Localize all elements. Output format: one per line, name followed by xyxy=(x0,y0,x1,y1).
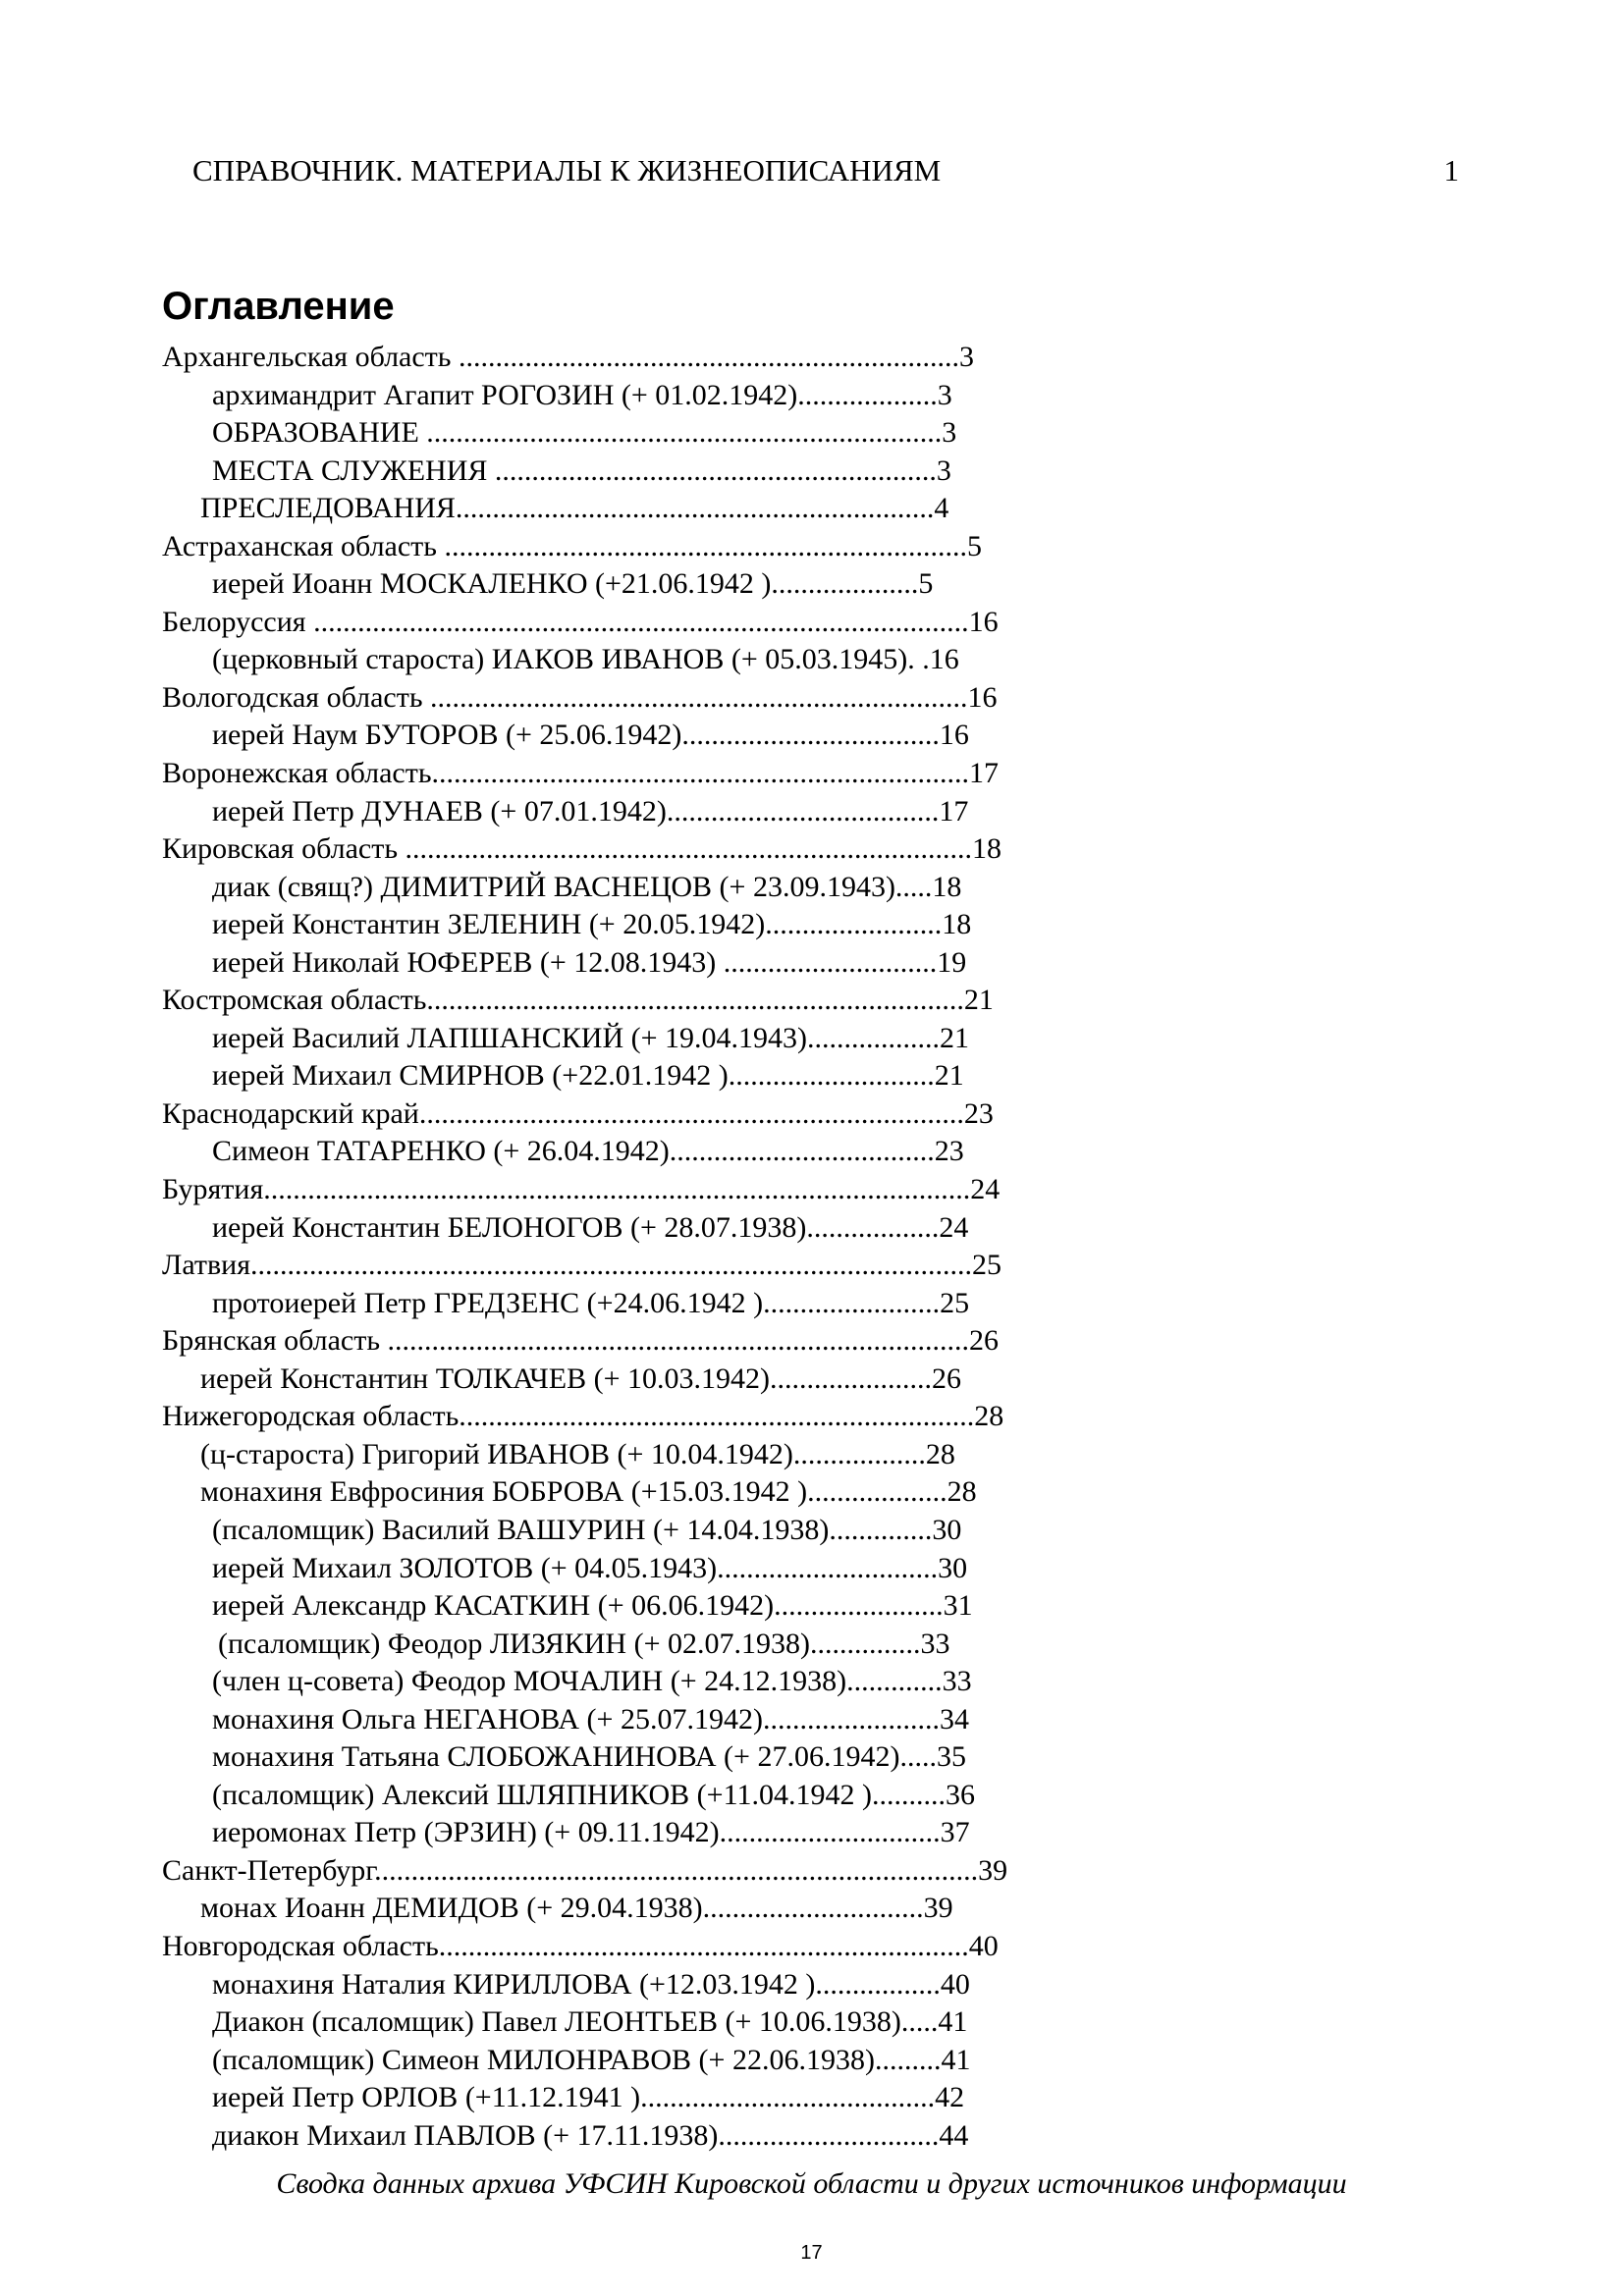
toc-entry-text: Воронежская область.........................................................................17 xyxy=(162,757,1000,790)
toc-entry-text: Белоруссия .........................................................................................16 xyxy=(162,605,999,638)
toc-entry xyxy=(0,490,1623,528)
toc-entry xyxy=(0,339,1623,377)
toc-entry xyxy=(0,1171,1623,1209)
toc-entry-text: иерей Константин БЕЛОНОГОВ (+ 28.07.1938)..................24 xyxy=(212,1210,969,1244)
toc-entry-text: Астраханская область .......................................................................5 xyxy=(162,529,982,562)
toc-entry-text: архимандрит Агапит РОГОЗИН (+ 01.02.1942)...................3 xyxy=(212,378,952,411)
toc-entry-text: иерей Константин ЗЕЛЕНИН (+ 20.05.1942)........................18 xyxy=(212,908,972,941)
toc-entry xyxy=(0,1738,1623,1777)
toc-entry xyxy=(0,755,1623,793)
toc-entry-text: монахиня Наталия КИРИЛЛОВА (+12.03.1942 ).................40 xyxy=(212,1967,970,2001)
toc-entry xyxy=(0,793,1623,831)
toc-entry-text: Бурятия................................................................................................24 xyxy=(162,1173,1001,1206)
toc-entry xyxy=(0,1852,1623,1891)
toc-entry-text: (ц-староста) Григорий ИВАНОВ (+ 10.04.1942)..................28 xyxy=(200,1437,955,1470)
toc-entry-text: (псаломщик) Василий ВАШУРИН (+ 14.04.1938)..............30 xyxy=(212,1513,962,1546)
toc-entry xyxy=(0,1209,1623,1248)
toc-entry-text: монах Иоанн ДЕМИДОВ (+ 29.04.1938)..............................39 xyxy=(200,1892,953,1925)
footer-note: Сводка данных архива УФСИН Кировской области и других источников информации xyxy=(276,2167,1347,2200)
toc-entry xyxy=(0,2079,1623,2117)
toc-entry-text: иерей Иоанн МОСКАЛЕНКО (+21.06.1942 )....................5 xyxy=(212,567,934,601)
toc-entry xyxy=(0,528,1623,566)
toc-entry xyxy=(0,1512,1623,1550)
toc-entry-text: (псаломщик) Феодор ЛИЗЯКИН (+ 02.07.1938)...............33 xyxy=(218,1627,950,1660)
toc-entry xyxy=(0,641,1623,679)
toc-entry xyxy=(0,1285,1623,1323)
toc-entry xyxy=(0,1777,1623,1815)
toc-entry xyxy=(0,1020,1623,1058)
page-folio: 17 xyxy=(800,2242,823,2264)
toc-entry xyxy=(0,1473,1623,1512)
toc-entry-text: иерей Михаил СМИРНОВ (+22.01.1942 )............................21 xyxy=(212,1059,964,1093)
toc-entry xyxy=(0,1550,1623,1588)
toc-entry xyxy=(0,679,1623,718)
toc-entry-text: Костромская область.........................................................................21 xyxy=(162,984,994,1017)
toc-entry-text: Диакон (псаломщик) Павел ЛЕОНТЬЕВ (+ 10.06.1938).....41 xyxy=(212,2005,968,2039)
toc-entry-text: Санкт-Петербург..................................................................................39 xyxy=(162,1853,1008,1887)
toc-entry xyxy=(0,565,1623,604)
toc-entry xyxy=(0,1095,1623,1134)
toc-entry-text: диакон Михаил ПАВЛОВ (+ 17.11.1938)..............................44 xyxy=(212,2118,969,2152)
toc-entry xyxy=(0,1663,1623,1701)
toc-entry xyxy=(0,1322,1623,1361)
toc-entry-text: Брянская область ...............................................................................26 xyxy=(162,1324,1000,1358)
toc-entry-text: иеромонах Петр (ЭРЗИН) (+ 09.11.1942)..............................37 xyxy=(212,1816,970,1849)
toc-entry xyxy=(0,2003,1623,2042)
toc-entry xyxy=(0,377,1623,415)
toc-entry-text: (псаломщик) Симеон МИЛОНРАВОВ (+ 22.06.1938).........41 xyxy=(212,2043,971,2076)
toc-entry-text: Латвия..................................................................................................25 xyxy=(162,1249,1002,1282)
toc-entry-text: иерей Михаил ЗОЛОТОВ (+ 04.05.1943)..............................30 xyxy=(212,1551,968,1584)
toc-entry xyxy=(0,830,1623,869)
toc-entry-text: МЕСТА СЛУЖЕНИЯ ............................................................3 xyxy=(212,454,951,487)
toc-entry-text: Нижегородская область......................................................................28 xyxy=(162,1400,1004,1433)
toc-entry-text: Кировская область .............................................................................18 xyxy=(162,832,1002,866)
header-title: СПРАВОЧНИК. МАТЕРИАЛЫ К ЖИЗНЕОПИСАНИЯМ xyxy=(192,153,942,187)
toc-entry-text: (псаломщик) Алексий ШЛЯПНИКОВ (+11.04.1942 )..........36 xyxy=(212,1778,975,1811)
toc-entry xyxy=(0,1133,1623,1171)
toc-entry xyxy=(0,982,1623,1020)
toc-entry xyxy=(0,1928,1623,1966)
toc-entry xyxy=(0,906,1623,944)
toc-entry-text: иерей Константин ТОЛКАЧЕВ (+ 10.03.1942)......................26 xyxy=(200,1362,961,1395)
toc-entry-text: Симеон ТАТАРЕНКО (+ 26.04.1942)....................................23 xyxy=(212,1135,964,1168)
toc-entry-text: Новгородская область........................................................................40 xyxy=(162,1929,999,1962)
toc-entry-text: иерей Александр КАСАТКИН (+ 06.06.1942).......................31 xyxy=(212,1589,973,1623)
toc-entry xyxy=(0,453,1623,491)
toc-entry xyxy=(0,414,1623,453)
toc-entry-text: протоиерей Петр ГРЕДЗЕНС (+24.06.1942 )........................25 xyxy=(212,1286,970,1319)
toc-entry xyxy=(0,1247,1623,1285)
toc-list xyxy=(0,339,1623,2155)
toc-entry xyxy=(0,604,1623,642)
toc-entry-text: монахиня Евфросиния БОБРОВА (+15.03.1942 )...................28 xyxy=(200,1475,977,1509)
toc-entry-text: ПРЕСЛЕДОВАНИЯ.................................................................4 xyxy=(200,492,949,525)
toc-entry-text: иерей Николай ЮФЕРЕВ (+ 12.08.1943) .............................19 xyxy=(212,945,967,979)
toc-entry xyxy=(0,869,1623,907)
toc-entry-text: диак (свящ?) ДИМИТРИЙ ВАСНЕЦОВ (+ 23.09.1943).....18 xyxy=(212,870,962,903)
toc-heading: Оглавление xyxy=(162,285,395,328)
toc-entry xyxy=(0,1890,1623,1928)
toc-entry-text: Архангельская область ....................................................................3 xyxy=(162,341,974,373)
toc-entry-text: иерей Наум БУТОРОВ (+ 25.06.1942)...................................16 xyxy=(212,719,969,752)
toc-entry xyxy=(0,1587,1623,1626)
toc-entry xyxy=(0,944,1623,983)
toc-entry-text: монахиня Татьяна СЛОБОЖАНИНОВА (+ 27.06.1942).....35 xyxy=(212,1740,966,1774)
toc-entry-text: Вологодская область .........................................................................16 xyxy=(162,680,998,714)
toc-entry-text: иерей Петр ДУНАЕВ (+ 07.01.1942).....................................17 xyxy=(212,794,969,828)
toc-entry xyxy=(0,1361,1623,1399)
toc-entry-text: иерей Петр ОРЛОВ (+11.12.1941 )........................................42 xyxy=(212,2081,965,2114)
toc-entry xyxy=(0,1057,1623,1095)
toc-entry xyxy=(0,1436,1623,1474)
toc-entry-text: монахиня Ольга НЕГАНОВА (+ 25.07.1942)........................34 xyxy=(212,1702,969,1735)
toc-entry xyxy=(0,1626,1623,1664)
toc-entry-text: (член ц-совета) Феодор МОЧАЛИН (+ 24.12.1938).............33 xyxy=(212,1665,972,1698)
header-page-number: 1 xyxy=(1443,153,1459,187)
toc-entry-text: (церковный староста) ИАКОВ ИВАНОВ (+ 05.03.1945). .16 xyxy=(212,643,959,676)
toc-entry xyxy=(0,1701,1623,1739)
toc-entry-text: Краснодарский край..........................................................................23 xyxy=(162,1096,994,1130)
toc-entry xyxy=(0,1814,1623,1852)
toc-entry-text: иерей Василий ЛАПШАНСКИЙ (+ 19.04.1943)..................21 xyxy=(212,1021,970,1054)
toc-entry xyxy=(0,717,1623,755)
toc-entry xyxy=(0,1966,1623,2004)
running-header xyxy=(192,153,1469,192)
toc-entry xyxy=(0,1398,1623,1436)
toc-entry xyxy=(0,2042,1623,2080)
toc-entry xyxy=(0,2117,1623,2156)
toc-entry-text: ОБРАЗОВАНИЕ ......................................................................3 xyxy=(212,416,957,450)
